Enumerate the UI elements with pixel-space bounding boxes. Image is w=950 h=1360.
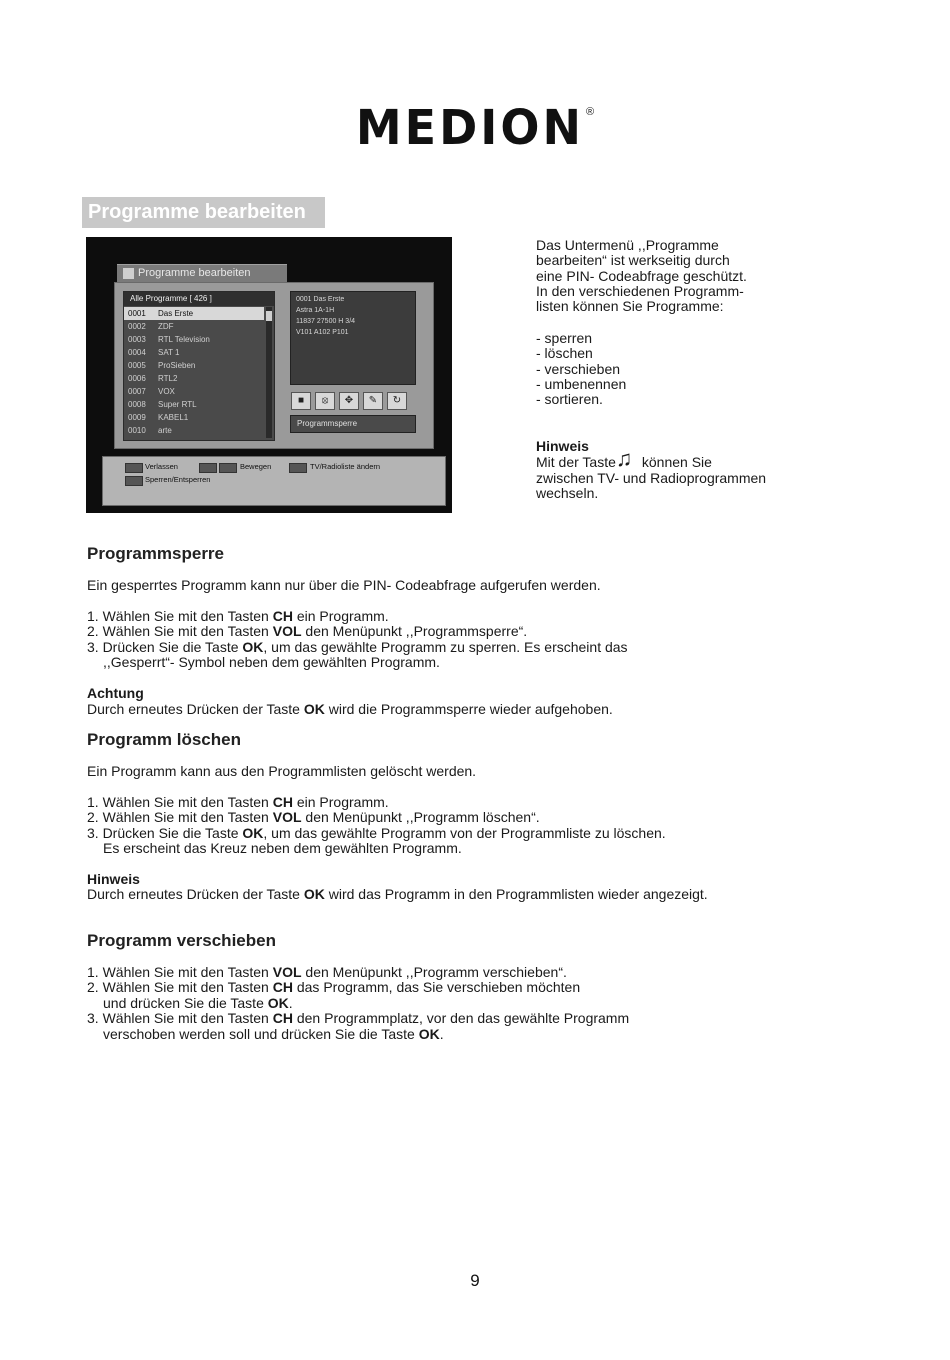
channel-row[interactable]: [124, 346, 264, 359]
tv-window-title: Programme bearbeiten: [138, 267, 251, 279]
channel-number: 0001: [128, 309, 146, 318]
tv-icon: [123, 268, 134, 279]
channel-list-scrollbar[interactable]: [266, 307, 272, 438]
step-text: .: [439, 1026, 444, 1042]
channel-number: 0002: [128, 322, 146, 331]
step-text: den Menüpunkt ,,Programm verschieben“.: [301, 964, 567, 980]
help-exit: Verlassen: [145, 462, 178, 471]
step-text: 1. Wählen Sie mit den Tasten: [87, 964, 273, 980]
scrollbar-thumb[interactable]: [266, 311, 272, 321]
step-text: ein Programm.: [292, 794, 389, 810]
channel-info-box: [290, 291, 416, 385]
note-text-part: Durch erneutes Drücken der Taste: [87, 886, 304, 902]
key-name: CH: [272, 608, 293, 624]
option-item: - verschieben: [536, 360, 621, 377]
channel-list-header: [124, 292, 274, 306]
key-name: OK: [242, 825, 264, 841]
key-name: OK: [303, 701, 325, 717]
channel-number: 0006: [128, 374, 146, 383]
channel-number: 0009: [128, 413, 146, 422]
step-text: 3. Wählen Sie mit den Tasten: [87, 1010, 273, 1026]
help-move: Bewegen: [240, 462, 272, 471]
step-continuation: [103, 1027, 444, 1042]
step-text: 2. Wählen Sie mit den Tasten: [87, 979, 273, 995]
help-lock: Sperren/Entsperren: [145, 475, 211, 484]
note-text: können Sie: [641, 454, 712, 471]
channel-name: Das Erste: [158, 309, 194, 318]
music-note-icon: ♫: [615, 446, 633, 472]
note-title: Achtung: [87, 685, 144, 701]
step-text: 2. Wählen Sie mit den Tasten: [87, 623, 273, 639]
key-name: CH: [272, 794, 293, 810]
arrow-key-icon: [219, 463, 237, 473]
channel-name: ZDF: [158, 322, 174, 331]
sort-icon[interactable]: ↻: [387, 392, 407, 410]
info-line: V101 A102 P101: [296, 329, 349, 336]
channel-name: VOX: [158, 387, 175, 396]
channel-row[interactable]: [124, 333, 264, 346]
step-text: ein Programm.: [292, 608, 389, 624]
key-name: CH: [272, 979, 293, 995]
note-title: Hinweis: [87, 871, 140, 887]
move-icon[interactable]: ✥: [339, 392, 359, 410]
step-item: [87, 1011, 629, 1026]
medion-logo: [0, 100, 950, 154]
step-item: [87, 980, 580, 995]
tv-window-tab: [117, 264, 287, 283]
options-list: [536, 331, 816, 407]
note-text-part: Durch erneutes Drücken der Taste: [87, 701, 304, 717]
rename-icon[interactable]: ✎: [363, 392, 383, 410]
section-heading: Programmsperre: [87, 544, 225, 563]
key-name: OK: [418, 1026, 440, 1042]
channel-name: SAT 1: [158, 348, 180, 357]
option-item: - sperren: [536, 330, 593, 346]
function-icon-bar: [291, 392, 413, 410]
channel-row[interactable]: [124, 359, 264, 372]
step-text: den Menüpunkt ,,Programm löschen“.: [301, 809, 540, 825]
option-item: - umbenennen: [536, 375, 627, 392]
step-text: 2. Wählen Sie mit den Tasten: [87, 809, 273, 825]
channel-row[interactable]: [124, 320, 264, 333]
option-item: - sortieren.: [536, 391, 603, 408]
channel-row[interactable]: [124, 424, 264, 437]
tv-help-bar: [102, 456, 446, 506]
step-continuation: [103, 996, 293, 1011]
channel-list: [123, 291, 275, 441]
note-text-part: wird das Programm in den Programmlisten wieder angezeigt.: [324, 886, 708, 902]
key-name: OK: [303, 886, 325, 902]
step-item: [87, 609, 389, 624]
selected-function-text: Programmsperre: [297, 419, 358, 428]
step-continuation: ,,Gesperrt“- Symbol neben dem gewählten Programm.: [103, 654, 440, 670]
note-text: Mit der Taste: [536, 454, 616, 471]
section-heading: Programm verschieben: [87, 931, 276, 950]
lock-key-icon: [125, 476, 143, 486]
arrow-key-icon: [199, 463, 217, 473]
channel-number: 0003: [128, 335, 146, 344]
channel-number: 0004: [128, 348, 146, 357]
intro-line: Das Untermenü ,,Programme: [536, 237, 719, 253]
channel-row[interactable]: [124, 411, 264, 424]
step-text: 1. Wählen Sie mit den Tasten: [87, 608, 273, 624]
logo-wordmark: MEDION: [355, 98, 584, 156]
channel-name: KABEL1: [158, 413, 189, 422]
info-line: 0001 Das Erste: [296, 296, 345, 303]
registered-mark: ®: [586, 106, 595, 118]
option-item: - löschen: [536, 345, 593, 362]
key-name: VOL: [272, 964, 302, 980]
note-text: [87, 887, 708, 902]
step-text: 1. Wählen Sie mit den Tasten: [87, 794, 273, 810]
step-text: den Menüpunkt ,,Programmsperre“.: [301, 623, 528, 639]
key-name: CH: [272, 1010, 293, 1026]
note-text-part: wird die Programmsperre wieder aufgehoben.: [324, 701, 613, 717]
step-text: verschoben werden soll und drücken Sie die Taste: [103, 1026, 419, 1042]
exit-key-icon: [125, 463, 143, 473]
channel-number: 0010: [128, 426, 146, 435]
step-item: [87, 795, 389, 810]
channel-name: RTL Television: [158, 335, 210, 344]
paragraph: Ein gesperrtes Programm kann nur über die PIN- Codeabfrage aufgerufen werden.: [87, 577, 601, 593]
key-name: OK: [267, 995, 289, 1011]
intro-line: eine PIN- Codeabfrage geschützt.: [536, 267, 747, 284]
channel-number: 0005: [128, 361, 146, 370]
lock-icon[interactable]: ■: [291, 392, 311, 410]
channel-row[interactable]: [124, 398, 264, 411]
tv-menu-screenshot: [86, 237, 452, 513]
channel-row[interactable]: [124, 372, 264, 385]
channel-row[interactable]: [124, 385, 264, 398]
step-item: [87, 810, 540, 825]
step-text: 3. Drücken Sie die Taste: [87, 825, 243, 841]
intro-line: In den verschiedenen Programm-: [536, 282, 744, 299]
key-name: OK: [242, 639, 264, 655]
delete-icon[interactable]: ⦻: [315, 392, 335, 410]
channel-list-header-label: Alle Programme [ 426 ]: [130, 294, 212, 303]
info-line: 11837 27500 H 3/4: [296, 318, 356, 325]
info-line: Astra 1A-1H: [296, 307, 335, 314]
step-text: und drücken Sie die Taste: [103, 995, 268, 1011]
step-item: [87, 965, 567, 980]
note-line: zwischen TV- und Radioprogrammen: [536, 469, 767, 486]
intro-paragraph: [536, 238, 816, 314]
intro-line: listen können Sie Programme:: [536, 298, 724, 315]
channel-name: arte: [158, 426, 172, 435]
music-key-icon: [289, 463, 307, 473]
channel-name: Super RTL: [158, 400, 197, 409]
step-text: , um das gewählte Programm von der Programmliste zu löschen.: [263, 825, 666, 841]
step-item: [87, 640, 628, 655]
key-name: VOL: [272, 623, 302, 639]
channel-number: 0007: [128, 387, 146, 396]
note-text: [87, 702, 613, 717]
step-text: das Programm, das Sie verschieben möchten: [292, 979, 581, 995]
selected-function-label[interactable]: [290, 415, 416, 433]
step-continuation: Es erscheint das Kreuz neben dem gewählten Programm.: [103, 840, 462, 856]
section-title: Programme bearbeiten: [88, 201, 306, 223]
tv-panel: [114, 282, 434, 449]
note-title: Hinweis: [536, 438, 589, 454]
help-tv-radio: TV/Radioliste ändern: [310, 462, 381, 471]
note-line: wechseln.: [536, 484, 599, 501]
step-item: [87, 826, 666, 841]
step-item: [87, 624, 527, 639]
paragraph: Ein Programm kann aus den Programmlisten gelöscht werden.: [87, 763, 477, 779]
channel-name: ProSieben: [158, 361, 196, 370]
key-name: VOL: [272, 809, 302, 825]
step-text: .: [288, 995, 293, 1011]
channel-name: RTL2: [158, 374, 178, 383]
section-heading: Programm löschen: [87, 730, 241, 749]
channel-number: 0008: [128, 400, 146, 409]
step-text: den Programmplatz, vor den das gewählte Programm: [292, 1010, 630, 1026]
section-heading-band: [82, 197, 325, 228]
intro-line: bearbeiten“ ist werkseitig durch: [536, 252, 730, 269]
page-number: 9: [470, 1271, 480, 1290]
step-text: , um das gewählte Programm zu sperren. Es erscheint das: [263, 639, 628, 655]
step-text: 3. Drücken Sie die Taste: [87, 639, 243, 655]
channel-row[interactable]: [124, 307, 264, 320]
intro-note: [536, 439, 816, 501]
